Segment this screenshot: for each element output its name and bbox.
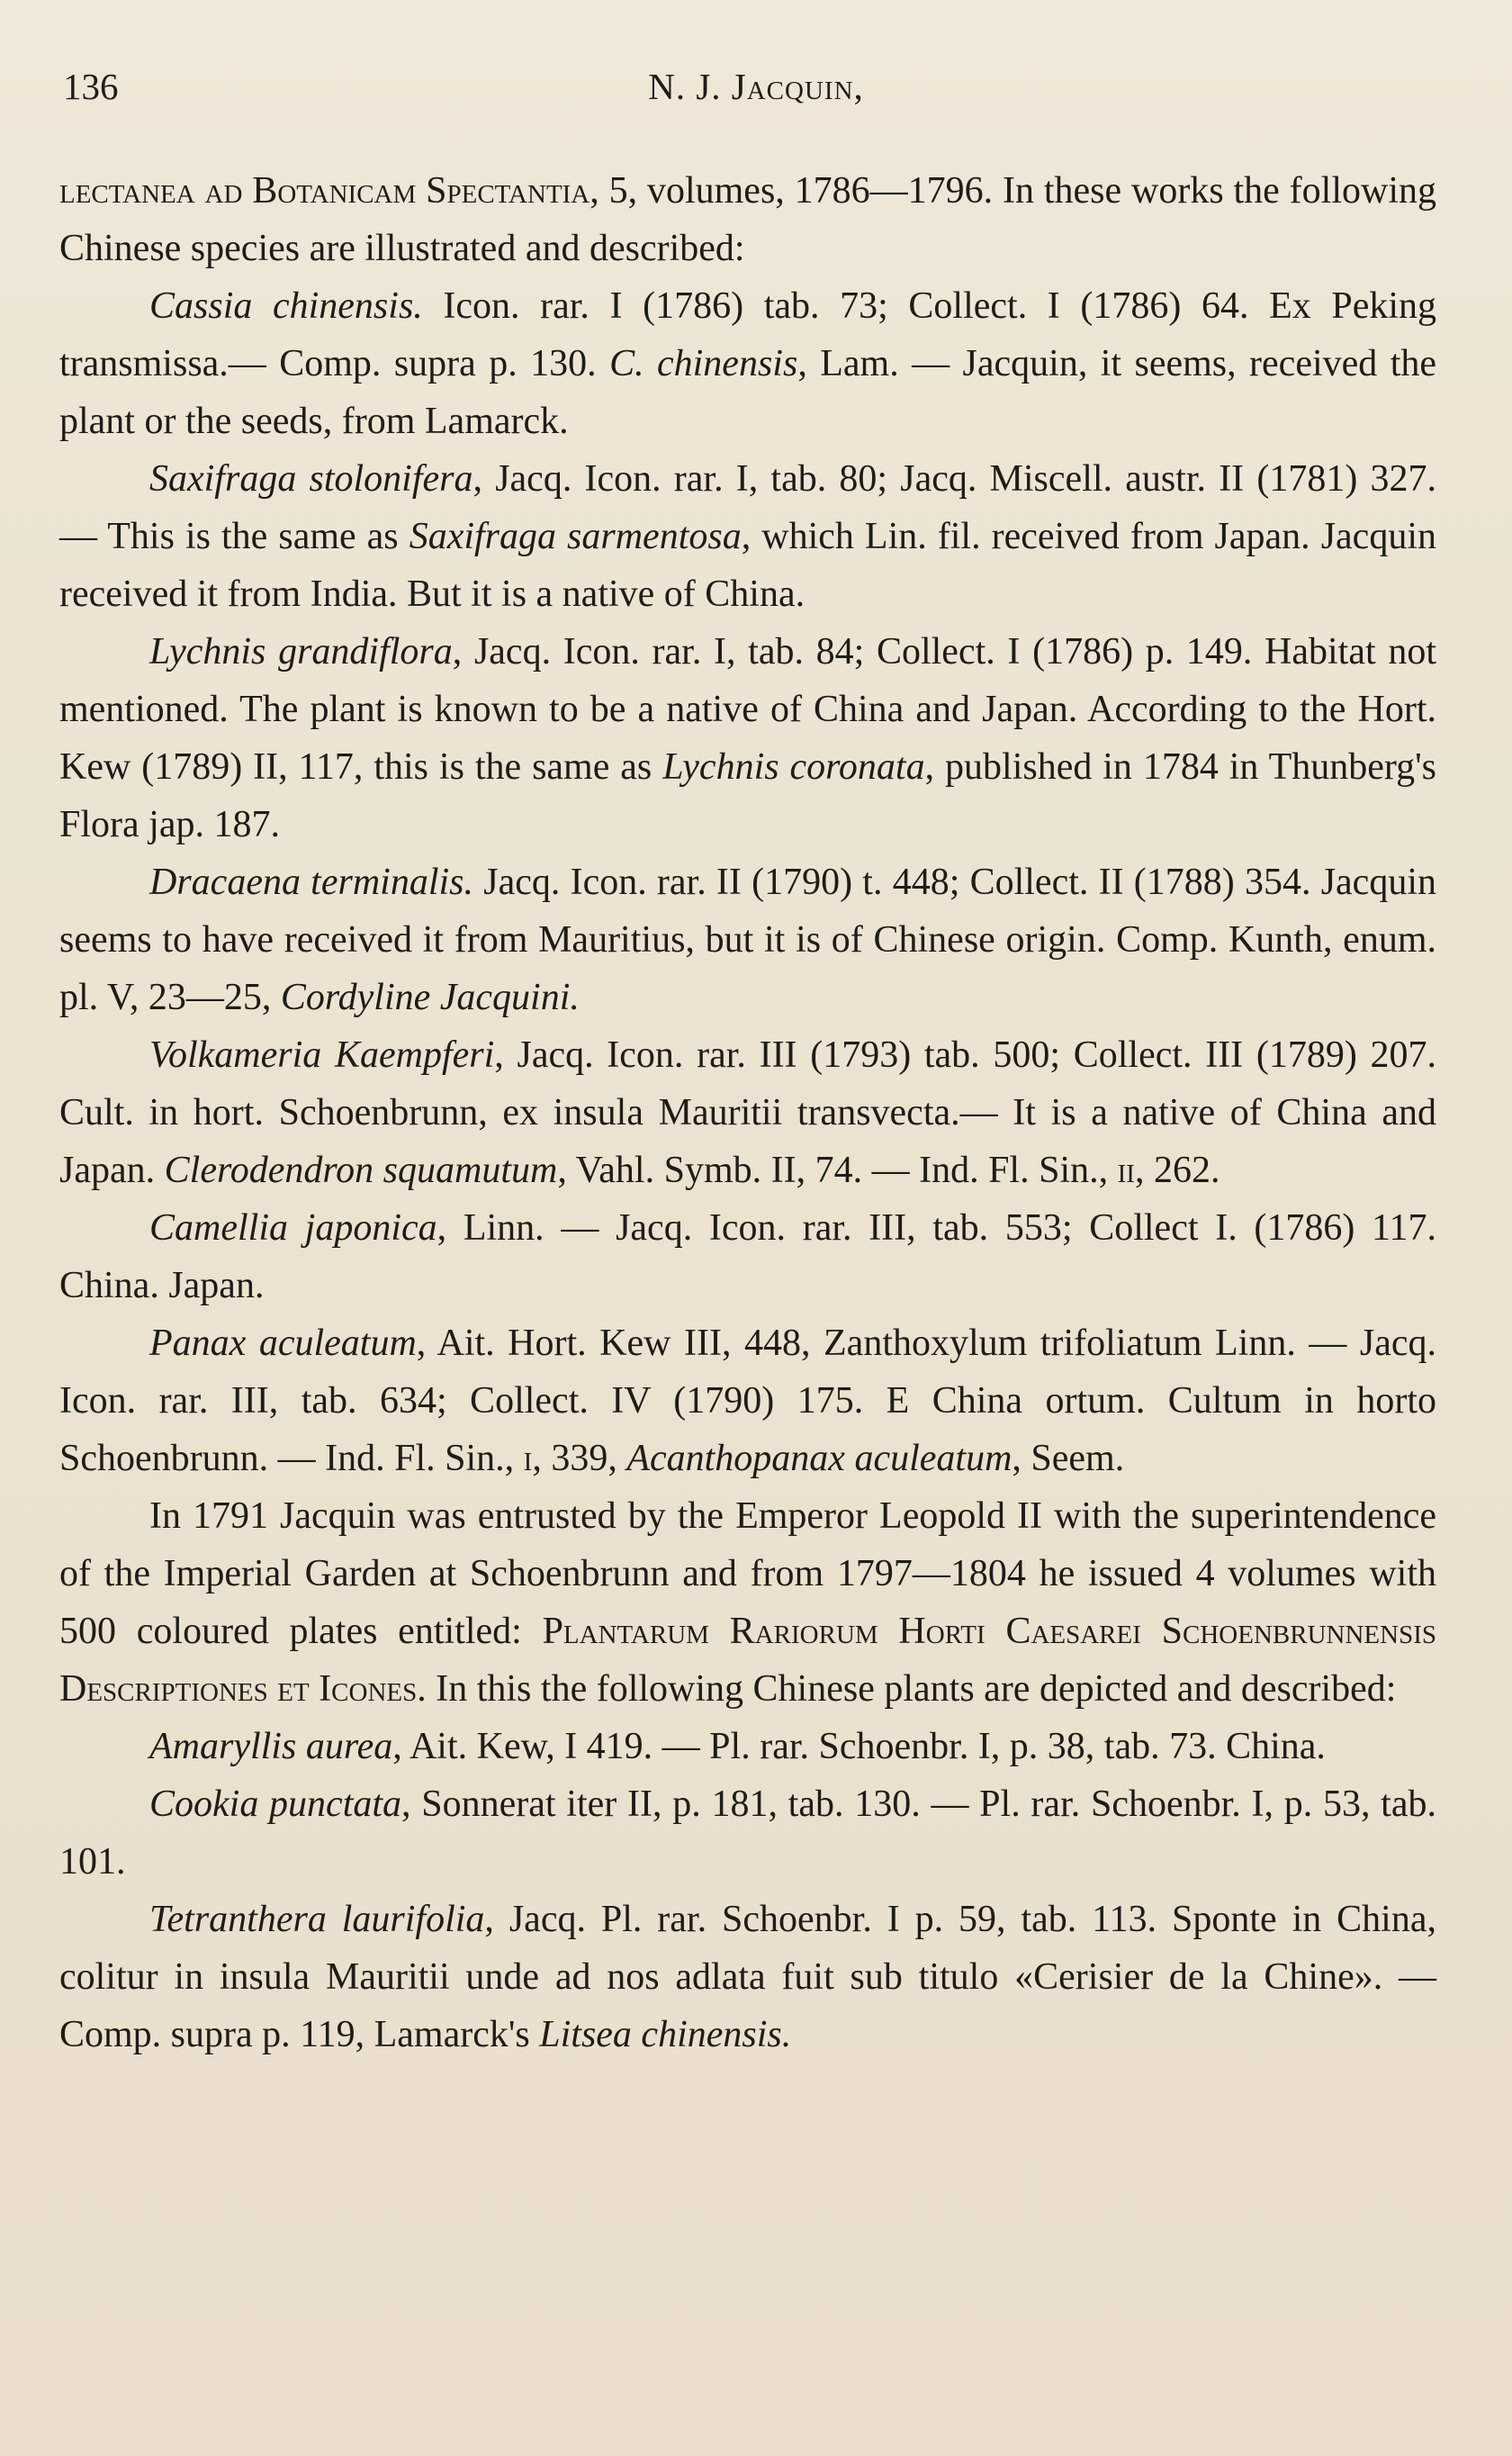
species-name: Litsea chinensis. [539,2014,792,2055]
text-segment: , Jacq. Icon. rar. III (1793) tab. 500; Collect. III (1789) 207. Cult. in hort. Schoenbrunn, ex insula Mauritii transvecta.— It is a native of China and Japan. [59,1034,1437,1191]
species-entry [59,450,1436,623]
text-segment: , Jacq. Pl. rar. Schoenbr. I p. 59, tab. 113. Sponte in China, colitur in insula Mauritii unde ad nos adlata fuit sub titulo «Cerisier de la Chine». — Comp. supra p. 119, Lamarck's [59,1899,1436,2055]
running-head: N. J. Jacquin, [648,66,864,107]
text-segment: , Ait. Hort. Kew III, 448, Zanthoxylum trifoliatum Linn. — Jacq. Icon. rar. III, tab. 634; Collect. IV (1790) 175. E China ortum. Cultum in horto Schoenbrunn. — Ind. Fl. Sin., [59,1323,1437,1479]
species-name: Volkameria Kaempferi [149,1034,495,1076]
paragraph [59,162,1436,277]
species-name: Lychnis coronata [662,746,925,788]
species-name: Acanthopanax aculeatum [626,1438,1012,1479]
species-entry [59,1487,1436,1718]
text-segment: , 339, [532,1438,627,1479]
species-entry [59,1775,1436,1891]
species-entry [59,1718,1436,1775]
species-name: Cookia punctata [149,1783,402,1825]
small-caps-text: ii [1117,1150,1135,1191]
species-entry [59,1026,1436,1199]
species-entry [59,1891,1436,2063]
text-segment: , Lam. — Jacquin, it seems, received the plant or the seeds, from Lamarck. [59,343,1437,442]
species-name: Cordyline Jacquini. [280,977,580,1018]
text-segment: Icon. rar. I (1786) tab. 73; Collect. I (1786) 64. Ex Peking transmissa.— Comp. supra p. 130. [59,285,1437,384]
page-number: 136 [63,66,119,107]
text-segment: , 5, volumes, 1786—1796. In these works the following Chinese species are illustrated and described: [59,170,1436,269]
page-header [63,52,1449,106]
species-entry [59,277,1436,450]
text-segment: Jacq. Icon. rar. II (1790) t. 448; Collect. II (1788) 354. Jacquin seems to have received it from Mauritius, but it is of Chinese origin. Comp. Kunth, enum. pl. V, 23—25, [59,862,1436,1018]
body-text [59,162,1436,2063]
small-caps-text: Plantarum Rariorum Horti Caesarei Schoenbrunnensis Descriptiones et Icones [59,1611,1436,1710]
text-segment: , Seem. [1012,1438,1125,1479]
species-name: Amaryllis aurea [149,1726,393,1767]
species-name: Lychnis grandiflora [149,631,453,673]
species-entry [59,1314,1436,1487]
text-segment: . In this the following Chinese plants are depicted and described: [417,1668,1397,1710]
text-segment: , Vahl. Symb. II, 74. — Ind. Fl. Sin., [557,1150,1118,1191]
text-segment: In 1791 Jacquin was entrusted by the Emperor Leopold II with the superintendence of the Imperial Garden at Schoenbrunn and from 1797—1804 he issued 4 volumes with 500 coloured plates entitled: [59,1495,1436,1652]
species-name: Clerodendron squamutum [164,1150,558,1191]
text-segment: , Jacq. Icon. rar. I, tab. 80; Jacq. Miscell. austr. II (1781) 327. — This is the same as [59,458,1436,557]
text-segment: , published in 1784 in Thunberg's Flora jap. 187. [59,746,1437,845]
species-name: Tetranthera laurifolia [149,1899,485,1940]
small-caps-text: i [523,1438,533,1479]
species-name: Camellia japonica [149,1207,437,1249]
species-entry [59,1199,1436,1314]
text-segment: , Linn. — Jacq. Icon. rar. III, tab. 553; Collect I. (1786) 117. China. Japan. [59,1207,1436,1306]
species-name: Panax aculeatum [149,1323,417,1364]
species-name: Dracaena terminalis. [149,862,474,903]
species-name: Cassia chinensis. [149,285,423,327]
species-entry [59,853,1436,1026]
text-segment: , 262. [1134,1150,1220,1191]
species-name: C. chinensis [609,343,798,384]
species-name: Saxifraga stolonifera [149,458,473,500]
text-segment: , Sonnerat iter II, p. 181, tab. 130. — Pl. rar. Schoenbr. I, p. 53, tab. 101. [59,1783,1436,1883]
text-segment: , which Lin. fil. received from Japan. Jacquin received it from India. But it is a native of China. [59,516,1436,615]
species-entry [59,623,1436,853]
text-segment: , Jacq. Icon. rar. I, tab. 84; Collect. I (1786) p. 149. Habitat not mentioned. The plant is known to be a native of China and Japan. According to the Hort. Kew (1789) II, 117, this is the same as [59,631,1436,788]
species-name: Saxifraga sarmentosa [409,516,742,557]
small-caps-text: lectanea ad Botanicam Spectantia [59,170,590,212]
text-segment: , Ait. Kew, I 419. — Pl. rar. Schoenbr. I, p. 38, tab. 73. China. [392,1726,1326,1767]
